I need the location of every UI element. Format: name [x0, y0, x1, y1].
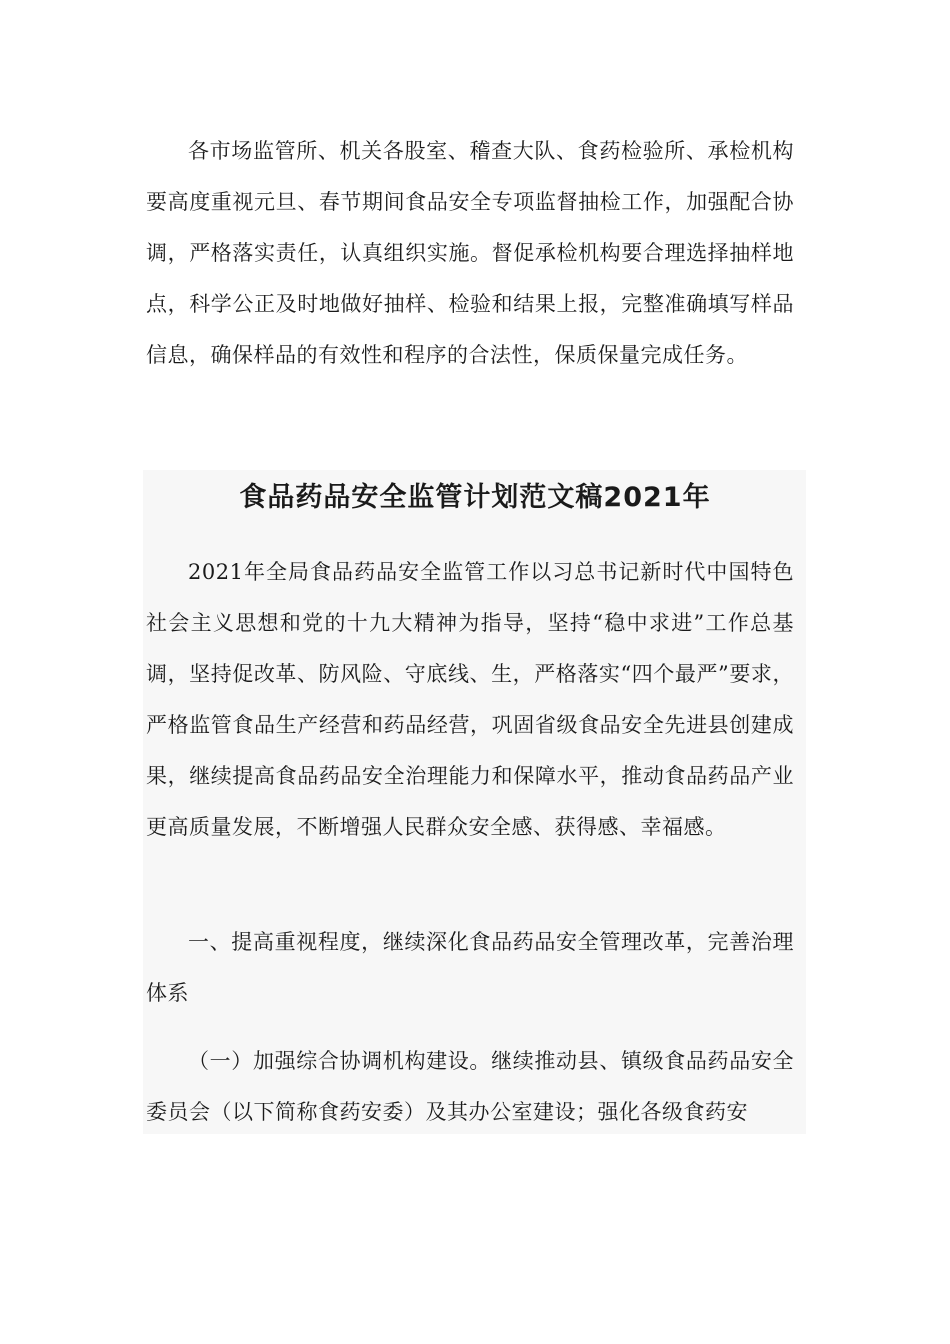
document-title: 食品药品安全监管计划范文稿2021年: [239, 482, 711, 513]
body-paragraph: （一）加强综合协调机构建设。继续推动县、镇级食品药品安全委员会（以下简称食药安委）及其办公室建设；强化各级食药安: [146, 1049, 794, 1124]
body-paragraph: 2021年全局食品药品安全监管工作以习总书记新时代中国特色社会主义思想和党的十九大精神为指导，坚持“稳中求进”工作总基调，坚持促改革、防风险、守底线、生，严格落实“四个最严”要求，严格监管食品生产经营和药品经营，巩固省级食品安全先进县创建成果，继续提高食品药品安全治理能力和保障水平，推动食品药品产业更高质量发展，不断增强人民群众安全感、获得感、幸福感。: [146, 560, 794, 839]
intro-paragraph: 各市场监管所、机关各股室、稽查大队、食药检验所、承检机构要高度重视元旦、春节期间食品安全专项监督抽检工作，加强配合协调，严格落实责任，认真组织实施。督促承检机构要合理选择抽样地点，科学公正及时地做好抽样、检验和结果上报，完整准确填写样品信息，确保样品的有效性和程序的合法性，保质保量完成任务。: [146, 139, 794, 367]
section-heading: 一、提高重视程度，继续深化食品药品安全管理改革，完善治理体系: [146, 930, 794, 1005]
